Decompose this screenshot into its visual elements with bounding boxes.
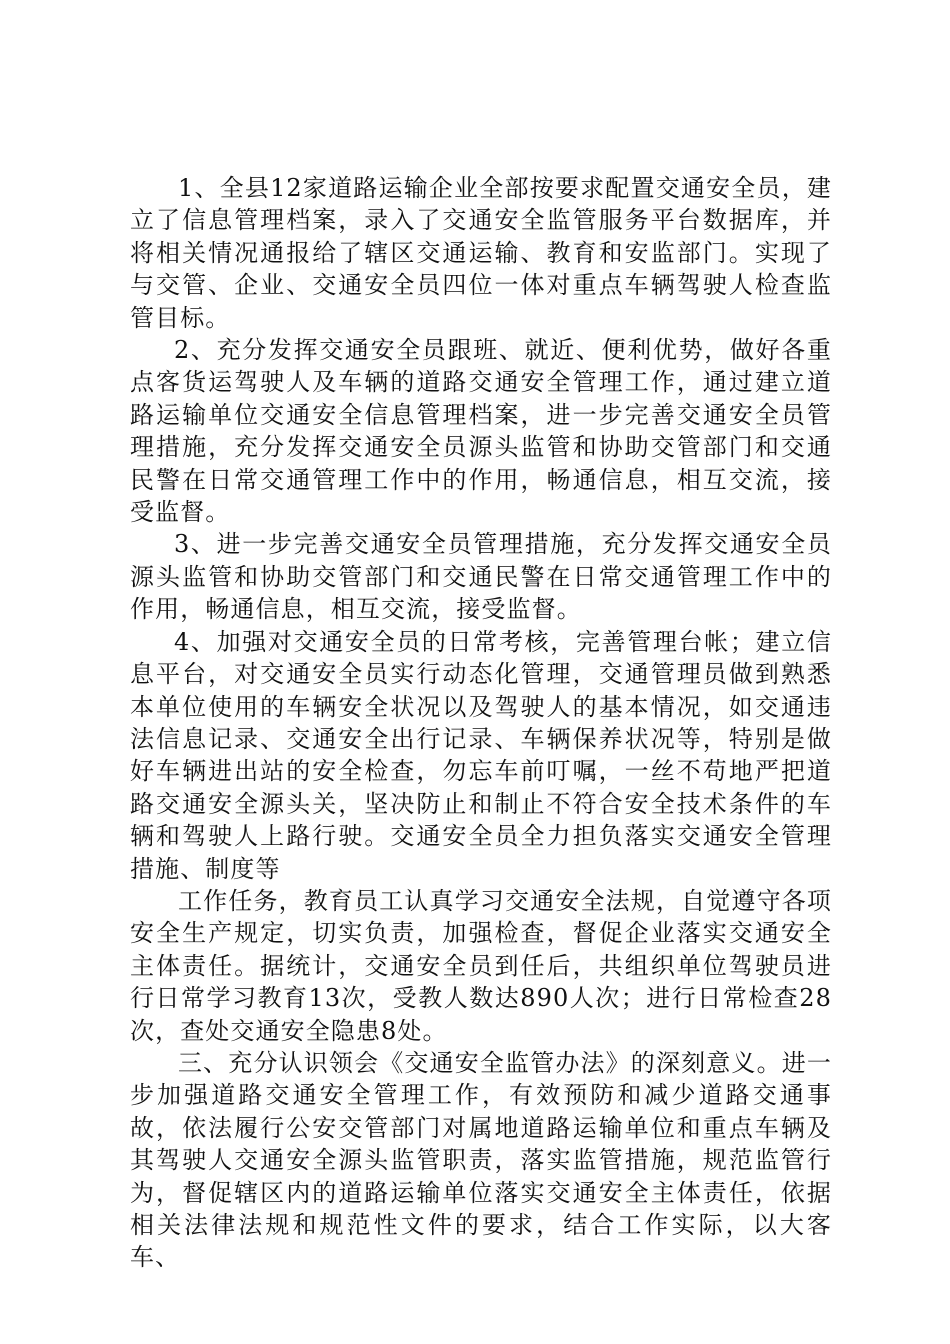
paragraph-5: 工作任务，教育员工认真学习交通安全法规，自觉遵守各项安全生产规定，切实负责，加强检查，督促企业落实交通安全主体责任。据统计，交通安全员到任后，共组织单位驾驶员进行日常学习教育13次，受教人数达890人次；进行日常检查28次，查处交通安全隐患8处。	[130, 886, 832, 1045]
paragraph-4: 4、加强对交通安全员的日常考核，完善管理台帐；建立信息平台，对交通安全员实行动态化管理，交通管理员做到熟悉本单位使用的车辆安全状况以及驾驶人的基本情况，如交通违法信息记录、交通安全出行记录、车辆保养状况等，特别是做好车辆进出站的安全检查，勿忘车前叮嘱，一丝不苟地严把道路交通安全源头关，坚决防止和制止不符合安全技术条件的车辆和驾驶人上路行驶。交通安全员全力担负落实交通安全管理措施、制度等	[130, 627, 832, 883]
paragraph-6: 三、充分认识领会《交通安全监管办法》的深刻意义。进一步加强道路交通安全管理工作，有效预防和减少道路交通事故，依法履行公安交管部门对属地道路运输单位和重点车辆及其驾驶人交通安全源头监管职责，落实监管措施，规范监管行为，督促辖区内的道路运输单位落实交通安全主体责任，依据相关法律法规和规范性文件的要求，结合工作实际，以大客车、	[130, 1048, 832, 1272]
paragraph-2: 2、充分发挥交通安全员跟班、就近、便利优势，做好各重点客货运驾驶人及车辆的道路交通安全管理工作，通过建立道路运输单位交通安全信息管理档案，进一步完善交通安全员管理措施，充分发挥交通安全员源头监管和协助交管部门和交通民警在日常交通管理工作中的作用，畅通信息，相互交流，接受监督。	[130, 336, 832, 527]
paragraph-1: 1、全县12家道路运输企业全部按要求配置交通安全员，建立了信息管理档案，录入了交通安全监管服务平台数据库，并将相关情况通报给了辖区交通运输、教育和安监部门。实现了与交管、企业、交通安全员四位一体对重点车辆驾驶人检查监管目标。	[130, 174, 832, 332]
paragraph-3: 3、进一步完善交通安全员管理措施，充分发挥交通安全员源头监管和协助交管部门和交通民警在日常交通管理工作中的作用，畅通信息，相互交流，接受监督。	[130, 530, 832, 624]
document-body	[130, 172, 832, 1274]
